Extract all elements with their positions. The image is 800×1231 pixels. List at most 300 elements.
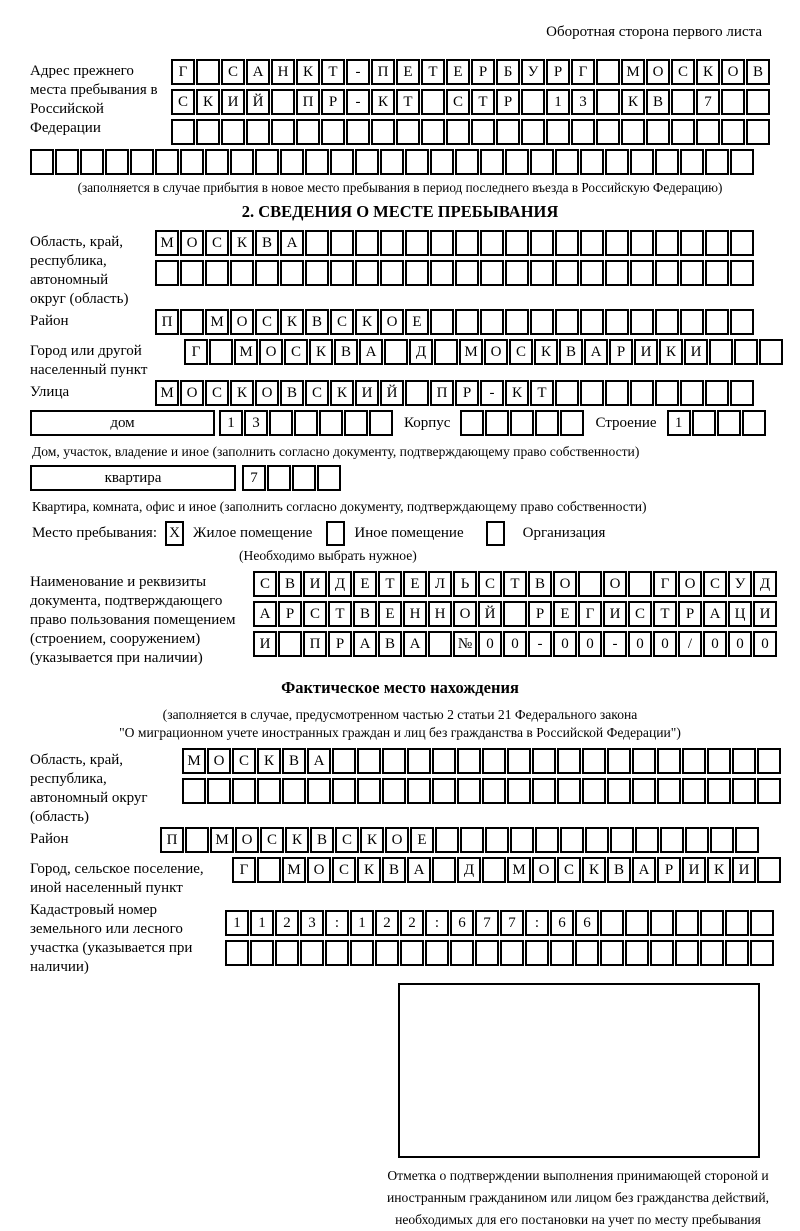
char-cell[interactable]: 1 bbox=[219, 410, 243, 436]
char-cell[interactable] bbox=[605, 260, 629, 286]
char-cell[interactable]: О bbox=[678, 571, 702, 597]
char-cell[interactable] bbox=[705, 380, 729, 406]
char-cell[interactable]: С bbox=[332, 857, 356, 883]
stroenie-row[interactable] bbox=[667, 410, 767, 436]
char-cell[interactable] bbox=[646, 119, 670, 145]
char-cell[interactable] bbox=[505, 149, 529, 175]
char-cell[interactable]: Р bbox=[528, 601, 552, 627]
char-cell[interactable] bbox=[580, 149, 604, 175]
char-cell[interactable] bbox=[307, 778, 331, 804]
char-cell[interactable]: Р bbox=[546, 59, 570, 85]
char-cell[interactable]: О bbox=[646, 59, 670, 85]
char-cell[interactable]: - bbox=[346, 89, 370, 115]
char-cell[interactable]: Е bbox=[410, 827, 434, 853]
checkbox-other-premises[interactable] bbox=[326, 521, 345, 546]
char-cell[interactable] bbox=[555, 260, 579, 286]
char-cell[interactable] bbox=[560, 410, 584, 436]
char-cell[interactable] bbox=[305, 260, 329, 286]
char-cell[interactable]: А bbox=[703, 601, 727, 627]
char-cell[interactable]: В bbox=[282, 748, 306, 774]
char-cell[interactable]: : bbox=[525, 910, 549, 936]
district-row[interactable] bbox=[155, 309, 755, 335]
char-cell[interactable] bbox=[682, 778, 706, 804]
char-cell[interactable] bbox=[460, 410, 484, 436]
char-cell[interactable] bbox=[750, 910, 774, 936]
char-cell[interactable] bbox=[455, 260, 479, 286]
char-cell[interactable]: М bbox=[205, 309, 229, 335]
char-cell[interactable] bbox=[742, 410, 766, 436]
char-cell[interactable] bbox=[485, 410, 509, 436]
char-cell[interactable]: Т bbox=[396, 89, 420, 115]
char-cell[interactable]: 7 bbox=[696, 89, 720, 115]
char-cell[interactable] bbox=[257, 778, 281, 804]
char-cell[interactable] bbox=[430, 230, 454, 256]
char-cell[interactable] bbox=[596, 119, 620, 145]
char-cell[interactable] bbox=[596, 89, 620, 115]
char-cell[interactable] bbox=[650, 910, 674, 936]
char-cell[interactable]: О bbox=[603, 571, 627, 597]
char-cell[interactable]: Ь bbox=[453, 571, 477, 597]
char-cell[interactable] bbox=[757, 857, 781, 883]
char-cell[interactable] bbox=[182, 778, 206, 804]
char-cell[interactable] bbox=[630, 230, 654, 256]
char-cell[interactable]: С bbox=[284, 339, 308, 365]
char-cell[interactable] bbox=[746, 119, 770, 145]
char-cell[interactable]: К bbox=[196, 89, 220, 115]
char-cell[interactable] bbox=[305, 149, 329, 175]
char-cell[interactable]: Р bbox=[496, 89, 520, 115]
char-cell[interactable]: А bbox=[280, 230, 304, 256]
char-cell[interactable] bbox=[330, 260, 354, 286]
char-cell[interactable]: К bbox=[505, 380, 529, 406]
char-cell[interactable] bbox=[405, 149, 429, 175]
char-cell[interactable] bbox=[30, 149, 54, 175]
char-cell[interactable] bbox=[246, 119, 270, 145]
char-cell[interactable]: М bbox=[282, 857, 306, 883]
region-row-1[interactable] bbox=[155, 230, 755, 256]
char-cell[interactable] bbox=[657, 748, 681, 774]
char-cell[interactable] bbox=[580, 380, 604, 406]
char-cell[interactable] bbox=[275, 940, 299, 966]
char-cell[interactable]: С bbox=[557, 857, 581, 883]
char-cell[interactable] bbox=[475, 940, 499, 966]
char-cell[interactable]: С bbox=[253, 571, 277, 597]
char-cell[interactable]: 1 bbox=[546, 89, 570, 115]
char-cell[interactable]: 7 bbox=[242, 465, 266, 491]
char-cell[interactable] bbox=[580, 230, 604, 256]
char-cell[interactable]: С bbox=[205, 380, 229, 406]
char-cell[interactable]: 0 bbox=[628, 631, 652, 657]
char-cell[interactable] bbox=[455, 149, 479, 175]
char-cell[interactable]: С bbox=[330, 309, 354, 335]
checkbox-organization[interactable] bbox=[486, 521, 505, 546]
char-cell[interactable]: А bbox=[246, 59, 270, 85]
char-cell[interactable] bbox=[269, 410, 293, 436]
char-cell[interactable]: Е bbox=[378, 601, 402, 627]
char-cell[interactable]: В bbox=[334, 339, 358, 365]
char-cell[interactable] bbox=[405, 260, 429, 286]
char-cell[interactable]: В bbox=[255, 230, 279, 256]
korpus-row[interactable] bbox=[460, 410, 585, 436]
char-cell[interactable]: Л bbox=[428, 571, 452, 597]
char-cell[interactable]: В bbox=[528, 571, 552, 597]
char-cell[interactable] bbox=[580, 309, 604, 335]
char-cell[interactable]: В bbox=[280, 380, 304, 406]
char-cell[interactable]: И bbox=[684, 339, 708, 365]
char-cell[interactable]: 1 bbox=[667, 410, 691, 436]
char-cell[interactable]: 2 bbox=[375, 910, 399, 936]
char-cell[interactable] bbox=[280, 149, 304, 175]
char-cell[interactable] bbox=[350, 940, 374, 966]
char-cell[interactable]: С bbox=[205, 230, 229, 256]
char-cell[interactable]: 7 bbox=[475, 910, 499, 936]
char-cell[interactable]: М bbox=[507, 857, 531, 883]
char-cell[interactable]: Р bbox=[678, 601, 702, 627]
char-cell[interactable] bbox=[457, 748, 481, 774]
char-cell[interactable] bbox=[725, 910, 749, 936]
char-cell[interactable]: 6 bbox=[450, 910, 474, 936]
char-cell[interactable] bbox=[730, 149, 754, 175]
char-cell[interactable]: 0 bbox=[703, 631, 727, 657]
char-cell[interactable]: О bbox=[255, 380, 279, 406]
char-cell[interactable] bbox=[732, 748, 756, 774]
char-cell[interactable] bbox=[496, 119, 520, 145]
char-cell[interactable] bbox=[396, 119, 420, 145]
char-cell[interactable] bbox=[535, 410, 559, 436]
char-cell[interactable] bbox=[605, 380, 629, 406]
char-cell[interactable] bbox=[555, 380, 579, 406]
char-cell[interactable] bbox=[734, 339, 758, 365]
char-cell[interactable] bbox=[757, 778, 781, 804]
char-cell[interactable]: П bbox=[296, 89, 320, 115]
char-cell[interactable]: 1 bbox=[225, 910, 249, 936]
char-cell[interactable] bbox=[682, 748, 706, 774]
char-cell[interactable]: М bbox=[155, 230, 179, 256]
document-row-1[interactable] bbox=[253, 571, 778, 597]
char-cell[interactable]: К bbox=[696, 59, 720, 85]
char-cell[interactable]: / bbox=[678, 631, 702, 657]
char-cell[interactable] bbox=[325, 940, 349, 966]
char-cell[interactable]: С bbox=[260, 827, 284, 853]
char-cell[interactable]: С bbox=[703, 571, 727, 597]
char-cell[interactable] bbox=[710, 827, 734, 853]
char-cell[interactable]: О bbox=[207, 748, 231, 774]
char-cell[interactable] bbox=[721, 119, 745, 145]
region-row-2[interactable] bbox=[155, 260, 755, 286]
char-cell[interactable]: С bbox=[221, 59, 245, 85]
char-cell[interactable]: П bbox=[430, 380, 454, 406]
char-cell[interactable] bbox=[505, 260, 529, 286]
char-cell[interactable] bbox=[582, 778, 606, 804]
char-cell[interactable]: Т bbox=[471, 89, 495, 115]
char-cell[interactable] bbox=[555, 149, 579, 175]
char-cell[interactable] bbox=[382, 778, 406, 804]
char-cell[interactable] bbox=[532, 778, 556, 804]
char-cell[interactable] bbox=[319, 410, 343, 436]
char-cell[interactable]: К bbox=[296, 59, 320, 85]
char-cell[interactable]: О bbox=[380, 309, 404, 335]
prev-address-row-2[interactable] bbox=[171, 89, 771, 115]
char-cell[interactable]: 0 bbox=[728, 631, 752, 657]
checkbox-dwelling[interactable]: X bbox=[165, 521, 184, 546]
char-cell[interactable] bbox=[375, 940, 399, 966]
char-cell[interactable] bbox=[80, 149, 104, 175]
char-cell[interactable] bbox=[455, 309, 479, 335]
char-cell[interactable] bbox=[507, 778, 531, 804]
char-cell[interactable] bbox=[292, 465, 316, 491]
char-cell[interactable]: И bbox=[682, 857, 706, 883]
char-cell[interactable] bbox=[600, 910, 624, 936]
char-cell[interactable] bbox=[271, 119, 295, 145]
char-cell[interactable] bbox=[630, 380, 654, 406]
char-cell[interactable] bbox=[625, 940, 649, 966]
char-cell[interactable]: В bbox=[310, 827, 334, 853]
char-cell[interactable] bbox=[482, 857, 506, 883]
char-cell[interactable] bbox=[578, 571, 602, 597]
char-cell[interactable] bbox=[480, 149, 504, 175]
char-cell[interactable] bbox=[680, 309, 704, 335]
char-cell[interactable] bbox=[532, 748, 556, 774]
char-cell[interactable] bbox=[707, 748, 731, 774]
char-cell[interactable] bbox=[196, 119, 220, 145]
char-cell[interactable]: 0 bbox=[653, 631, 677, 657]
char-cell[interactable]: Н bbox=[271, 59, 295, 85]
actual-district-row[interactable] bbox=[160, 827, 760, 853]
char-cell[interactable]: 1 bbox=[250, 910, 274, 936]
char-cell[interactable]: Г bbox=[653, 571, 677, 597]
char-cell[interactable]: Й bbox=[246, 89, 270, 115]
char-cell[interactable] bbox=[730, 230, 754, 256]
char-cell[interactable]: К bbox=[659, 339, 683, 365]
char-cell[interactable] bbox=[655, 309, 679, 335]
char-cell[interactable]: Е bbox=[446, 59, 470, 85]
char-cell[interactable] bbox=[232, 778, 256, 804]
char-cell[interactable]: К bbox=[355, 309, 379, 335]
char-cell[interactable] bbox=[155, 260, 179, 286]
char-cell[interactable] bbox=[610, 827, 634, 853]
char-cell[interactable]: К bbox=[707, 857, 731, 883]
char-cell[interactable]: Д bbox=[328, 571, 352, 597]
char-cell[interactable] bbox=[671, 89, 695, 115]
char-cell[interactable] bbox=[250, 940, 274, 966]
char-cell[interactable] bbox=[405, 380, 429, 406]
char-cell[interactable] bbox=[535, 827, 559, 853]
char-cell[interactable]: А bbox=[584, 339, 608, 365]
char-cell[interactable]: К bbox=[357, 857, 381, 883]
char-cell[interactable]: П bbox=[303, 631, 327, 657]
char-cell[interactable] bbox=[435, 827, 459, 853]
char-cell[interactable] bbox=[632, 748, 656, 774]
char-cell[interactable] bbox=[675, 940, 699, 966]
char-cell[interactable] bbox=[455, 230, 479, 256]
char-cell[interactable]: Р bbox=[321, 89, 345, 115]
char-cell[interactable] bbox=[557, 748, 581, 774]
char-cell[interactable]: И bbox=[603, 601, 627, 627]
char-cell[interactable] bbox=[503, 601, 527, 627]
char-cell[interactable] bbox=[707, 778, 731, 804]
char-cell[interactable] bbox=[732, 778, 756, 804]
char-cell[interactable] bbox=[255, 149, 279, 175]
char-cell[interactable] bbox=[505, 309, 529, 335]
char-cell[interactable]: Р bbox=[657, 857, 681, 883]
char-cell[interactable] bbox=[209, 339, 233, 365]
char-cell[interactable] bbox=[294, 410, 318, 436]
char-cell[interactable]: Г bbox=[571, 59, 595, 85]
char-cell[interactable] bbox=[196, 59, 220, 85]
char-cell[interactable] bbox=[555, 309, 579, 335]
char-cell[interactable] bbox=[750, 940, 774, 966]
char-cell[interactable]: Т bbox=[530, 380, 554, 406]
char-cell[interactable]: О bbox=[532, 857, 556, 883]
char-cell[interactable]: С bbox=[171, 89, 195, 115]
char-cell[interactable]: М bbox=[234, 339, 258, 365]
char-cell[interactable]: К bbox=[285, 827, 309, 853]
char-cell[interactable] bbox=[705, 230, 729, 256]
char-cell[interactable] bbox=[425, 940, 449, 966]
char-cell[interactable]: С bbox=[305, 380, 329, 406]
char-cell[interactable] bbox=[655, 230, 679, 256]
char-cell[interactable] bbox=[600, 940, 624, 966]
char-cell[interactable] bbox=[332, 778, 356, 804]
char-cell[interactable] bbox=[657, 778, 681, 804]
char-cell[interactable]: В bbox=[607, 857, 631, 883]
char-cell[interactable] bbox=[628, 571, 652, 597]
char-cell[interactable]: А bbox=[632, 857, 656, 883]
char-cell[interactable] bbox=[530, 149, 554, 175]
char-cell[interactable] bbox=[480, 260, 504, 286]
char-cell[interactable] bbox=[407, 778, 431, 804]
char-cell[interactable]: А bbox=[403, 631, 427, 657]
char-cell[interactable]: О bbox=[484, 339, 508, 365]
char-cell[interactable]: 0 bbox=[578, 631, 602, 657]
char-cell[interactable]: Г bbox=[184, 339, 208, 365]
char-cell[interactable]: С bbox=[671, 59, 695, 85]
char-cell[interactable] bbox=[717, 410, 741, 436]
char-cell[interactable]: К bbox=[230, 380, 254, 406]
char-cell[interactable] bbox=[271, 89, 295, 115]
char-cell[interactable] bbox=[482, 748, 506, 774]
char-cell[interactable] bbox=[105, 149, 129, 175]
char-cell[interactable] bbox=[655, 260, 679, 286]
cadastre-row-1[interactable] bbox=[225, 910, 775, 936]
char-cell[interactable] bbox=[180, 260, 204, 286]
char-cell[interactable] bbox=[278, 631, 302, 657]
char-cell[interactable]: 0 bbox=[503, 631, 527, 657]
char-cell[interactable] bbox=[332, 748, 356, 774]
char-cell[interactable] bbox=[257, 857, 281, 883]
char-cell[interactable]: Н bbox=[428, 601, 452, 627]
document-row-2[interactable] bbox=[253, 601, 778, 627]
char-cell[interactable]: П bbox=[160, 827, 184, 853]
char-cell[interactable]: О bbox=[385, 827, 409, 853]
char-cell[interactable]: : bbox=[325, 910, 349, 936]
char-cell[interactable]: № bbox=[453, 631, 477, 657]
char-cell[interactable]: С bbox=[255, 309, 279, 335]
char-cell[interactable] bbox=[507, 748, 531, 774]
char-cell[interactable]: С bbox=[628, 601, 652, 627]
char-cell[interactable] bbox=[430, 260, 454, 286]
char-cell[interactable] bbox=[530, 230, 554, 256]
char-cell[interactable]: 0 bbox=[753, 631, 777, 657]
char-cell[interactable] bbox=[400, 940, 424, 966]
char-cell[interactable] bbox=[355, 230, 379, 256]
char-cell[interactable] bbox=[660, 827, 684, 853]
char-cell[interactable] bbox=[555, 230, 579, 256]
char-cell[interactable] bbox=[582, 748, 606, 774]
char-cell[interactable] bbox=[680, 230, 704, 256]
char-cell[interactable] bbox=[630, 309, 654, 335]
char-cell[interactable]: С bbox=[232, 748, 256, 774]
char-cell[interactable] bbox=[155, 149, 179, 175]
char-cell[interactable]: А bbox=[307, 748, 331, 774]
actual-city-row[interactable] bbox=[232, 857, 782, 883]
char-cell[interactable] bbox=[371, 119, 395, 145]
char-cell[interactable] bbox=[485, 827, 509, 853]
char-cell[interactable] bbox=[405, 230, 429, 256]
char-cell[interactable] bbox=[380, 230, 404, 256]
char-cell[interactable] bbox=[632, 778, 656, 804]
char-cell[interactable] bbox=[421, 119, 445, 145]
char-cell[interactable] bbox=[230, 149, 254, 175]
char-cell[interactable]: К bbox=[582, 857, 606, 883]
char-cell[interactable]: О bbox=[721, 59, 745, 85]
char-cell[interactable] bbox=[585, 827, 609, 853]
char-cell[interactable] bbox=[521, 89, 545, 115]
char-cell[interactable]: О bbox=[230, 309, 254, 335]
char-cell[interactable] bbox=[300, 940, 324, 966]
char-cell[interactable]: С bbox=[509, 339, 533, 365]
char-cell[interactable]: Т bbox=[321, 59, 345, 85]
char-cell[interactable]: Г bbox=[232, 857, 256, 883]
char-cell[interactable] bbox=[432, 857, 456, 883]
char-cell[interactable] bbox=[680, 380, 704, 406]
cadastre-row-2[interactable] bbox=[225, 940, 775, 966]
char-cell[interactable] bbox=[432, 778, 456, 804]
char-cell[interactable] bbox=[205, 149, 229, 175]
char-cell[interactable]: К bbox=[621, 89, 645, 115]
char-cell[interactable] bbox=[55, 149, 79, 175]
char-cell[interactable]: А bbox=[407, 857, 431, 883]
char-cell[interactable]: Д bbox=[409, 339, 433, 365]
char-cell[interactable] bbox=[550, 940, 574, 966]
char-cell[interactable]: О bbox=[553, 571, 577, 597]
char-cell[interactable] bbox=[725, 940, 749, 966]
char-cell[interactable]: Т bbox=[328, 601, 352, 627]
char-cell[interactable]: 3 bbox=[300, 910, 324, 936]
char-cell[interactable] bbox=[630, 149, 654, 175]
char-cell[interactable]: И bbox=[634, 339, 658, 365]
char-cell[interactable]: К bbox=[534, 339, 558, 365]
char-cell[interactable] bbox=[730, 260, 754, 286]
char-cell[interactable] bbox=[696, 119, 720, 145]
char-cell[interactable] bbox=[280, 260, 304, 286]
char-cell[interactable] bbox=[471, 119, 495, 145]
char-cell[interactable] bbox=[421, 89, 445, 115]
char-cell[interactable]: С bbox=[335, 827, 359, 853]
prev-address-row-3[interactable] bbox=[171, 119, 771, 145]
char-cell[interactable]: И bbox=[753, 601, 777, 627]
char-cell[interactable] bbox=[380, 149, 404, 175]
char-cell[interactable]: 2 bbox=[275, 910, 299, 936]
char-cell[interactable] bbox=[230, 260, 254, 286]
char-cell[interactable]: К bbox=[330, 380, 354, 406]
char-cell[interactable] bbox=[571, 119, 595, 145]
char-cell[interactable]: Н bbox=[403, 601, 427, 627]
char-cell[interactable] bbox=[480, 230, 504, 256]
char-cell[interactable] bbox=[546, 119, 570, 145]
char-cell[interactable] bbox=[692, 410, 716, 436]
char-cell[interactable] bbox=[655, 380, 679, 406]
